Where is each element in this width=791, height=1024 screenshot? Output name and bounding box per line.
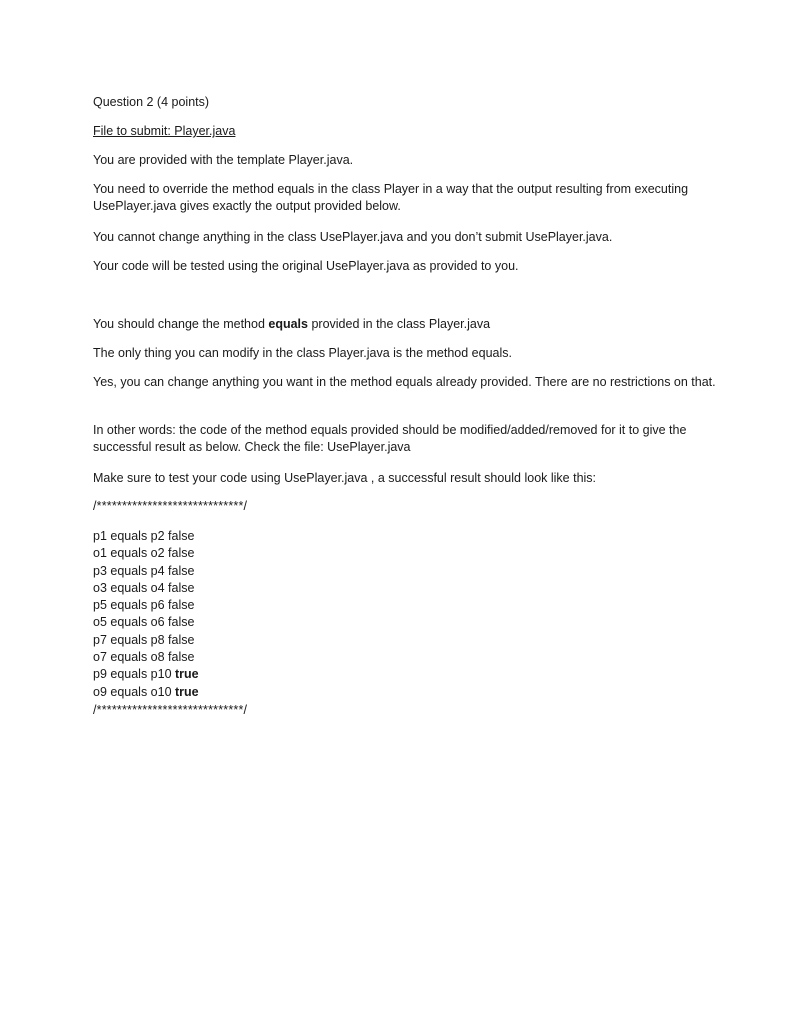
question-title: Question 2 (4 points)	[93, 95, 210, 109]
output-line: o3 equals o4 false	[93, 580, 195, 595]
paragraph-other-words: In other words: the code of the method equals provided should be modified/added/removed for it to give the successful result as below. Check the file: UsePlayer.java	[93, 423, 687, 454]
output-line: o5 equals o6 false	[93, 615, 195, 630]
output-block	[93, 528, 199, 701]
para5-bold: equals	[268, 317, 308, 331]
output-line: p5 equals p6 false	[93, 598, 195, 613]
para5-after: provided in the class Player.java	[307, 317, 491, 331]
output-line: p1 equals p2 false	[93, 529, 195, 543]
paragraph-template: You are provided with the template Player.java.	[93, 153, 354, 167]
output-line: p3 equals p4 false	[93, 563, 195, 578]
stars-top: /*****************************/	[93, 499, 248, 513]
stars-bottom: /*****************************/	[93, 703, 248, 717]
paragraph-no-restrictions: Yes, you can change anything you want in the method equals already provided. There are no restrictions on that.	[93, 375, 716, 389]
output-line: o7 equals o8 false	[93, 650, 195, 665]
output-line: o1 equals o2 false	[93, 546, 195, 561]
output-line: o9 equals o10 true	[93, 684, 199, 699]
paragraph-override: You need to override the method equals in the class Player in a way that the output resulting from executing UsePlayer.java gives exactly the output provided below.	[93, 182, 689, 213]
paragraph-change-equals	[93, 316, 743, 333]
paragraph-tested: Your code will be tested using the original UsePlayer.java as provided to you.	[93, 259, 519, 273]
file-to-submit: File to submit: Player.java	[93, 124, 236, 138]
paragraph-make-sure: Make sure to test your code using UsePlayer.java , a successful result should look like this:	[93, 471, 597, 485]
output-line: p9 equals p10 true	[93, 667, 199, 682]
paragraph-only-thing: The only thing you can modify in the class Player.java is the method equals.	[93, 346, 512, 360]
output-line: p7 equals p8 false	[93, 632, 195, 647]
para5-before: You should change the method	[93, 317, 269, 331]
paragraph-no-change: You cannot change anything in the class UsePlayer.java and you don’t submit UsePlayer.java.	[93, 230, 613, 244]
